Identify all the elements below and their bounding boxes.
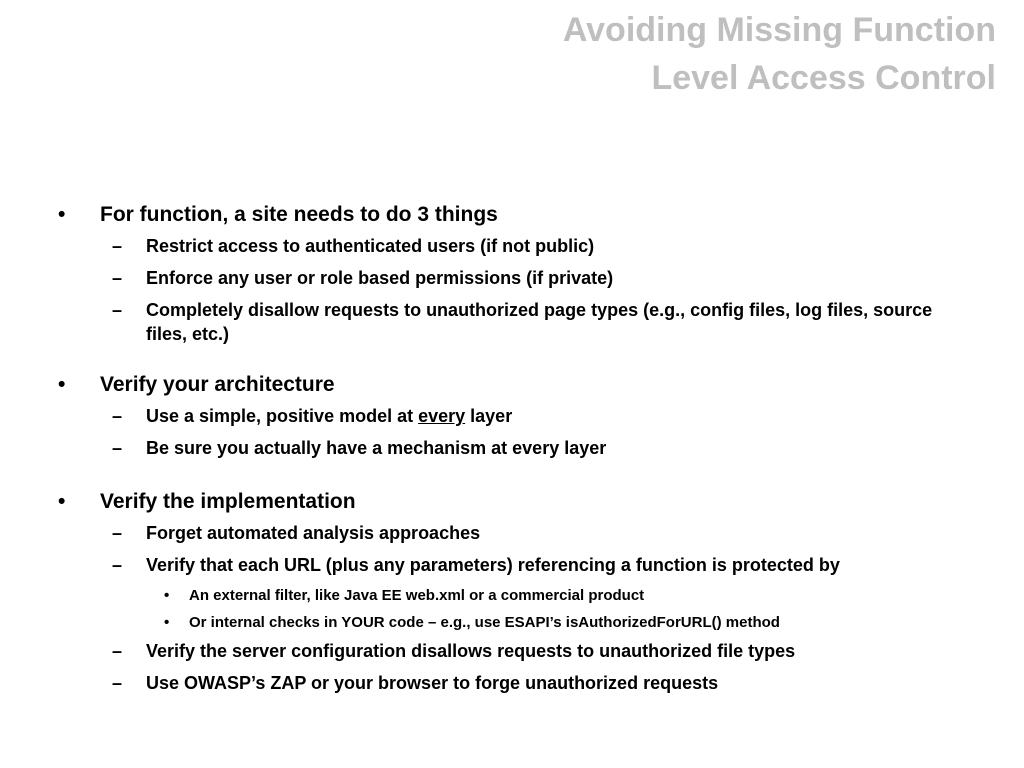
sub-list-item xyxy=(58,585,978,607)
title-line-1: Avoiding Missing Function xyxy=(562,11,996,49)
dash-icon: – xyxy=(112,406,123,426)
bullet-heading xyxy=(58,483,978,521)
sub-bullet-icon: • xyxy=(164,614,170,631)
list-item-text-before: Use a simple, positive model at xyxy=(146,406,419,426)
list-item-text: Restrict access to authenticated users (if not public) xyxy=(146,236,595,256)
dash-icon: – xyxy=(112,673,123,693)
heading-text: For function, a site needs to do 3 things xyxy=(100,203,498,226)
dash-icon: – xyxy=(112,641,123,661)
bullet-icon: • xyxy=(58,490,66,513)
list-item xyxy=(58,553,978,577)
list-item-text: Completely disallow requests to unauthorized page types (e.g., config files, log files, source files, etc.) xyxy=(146,300,933,344)
list-item xyxy=(58,266,978,290)
dash-icon: – xyxy=(112,438,123,458)
dash-icon: – xyxy=(112,300,123,320)
dash-icon: – xyxy=(112,268,123,288)
bullet-heading xyxy=(58,196,978,234)
list-item xyxy=(58,436,978,460)
list-item xyxy=(58,298,978,346)
heading-text: Verify your architecture xyxy=(100,373,335,396)
bullet-heading xyxy=(58,366,978,404)
list-item-text: Verify the server configuration disallows requests to unauthorized file types xyxy=(146,641,796,661)
bullet-list xyxy=(58,196,978,703)
sub-list-item xyxy=(58,612,978,634)
title-line-2: Level Access Control xyxy=(651,59,996,97)
section-function-needs xyxy=(58,196,978,346)
list-item-text: Enforce any user or role based permissions (if private) xyxy=(146,268,614,288)
list-item xyxy=(58,234,978,258)
dash-icon: – xyxy=(112,523,123,543)
dash-icon: – xyxy=(112,236,123,256)
sub-list-item-text: Or internal checks in YOUR code – e.g., use ESAPI’s isAuthorizedForURL() method xyxy=(189,614,780,631)
bullet-icon: • xyxy=(58,373,66,396)
slide-title xyxy=(396,6,996,102)
list-item xyxy=(58,404,978,428)
bullet-icon: • xyxy=(58,203,66,226)
list-item-text: Use OWASP’s ZAP or your browser to forge unauthorized requests xyxy=(146,673,719,693)
list-item xyxy=(58,671,978,695)
sub-bullet-icon: • xyxy=(164,587,170,604)
list-item xyxy=(58,521,978,545)
list-item-text: Be sure you actually have a mechanism at every layer xyxy=(146,438,607,458)
section-architecture xyxy=(58,366,978,460)
list-item-text-after: layer xyxy=(465,406,513,426)
heading-text: Verify the implementation xyxy=(100,490,356,513)
section-implementation xyxy=(58,483,978,695)
sub-list-item-text: An external filter, like Java EE web.xml or a commercial product xyxy=(189,587,645,604)
list-item-text: Verify that each URL (plus any parameters) referencing a function is protected by xyxy=(146,555,840,575)
list-item xyxy=(58,639,978,663)
emphasis-every: every xyxy=(418,406,466,426)
dash-icon: – xyxy=(112,555,123,575)
list-item-text: Forget automated analysis approaches xyxy=(146,523,481,543)
